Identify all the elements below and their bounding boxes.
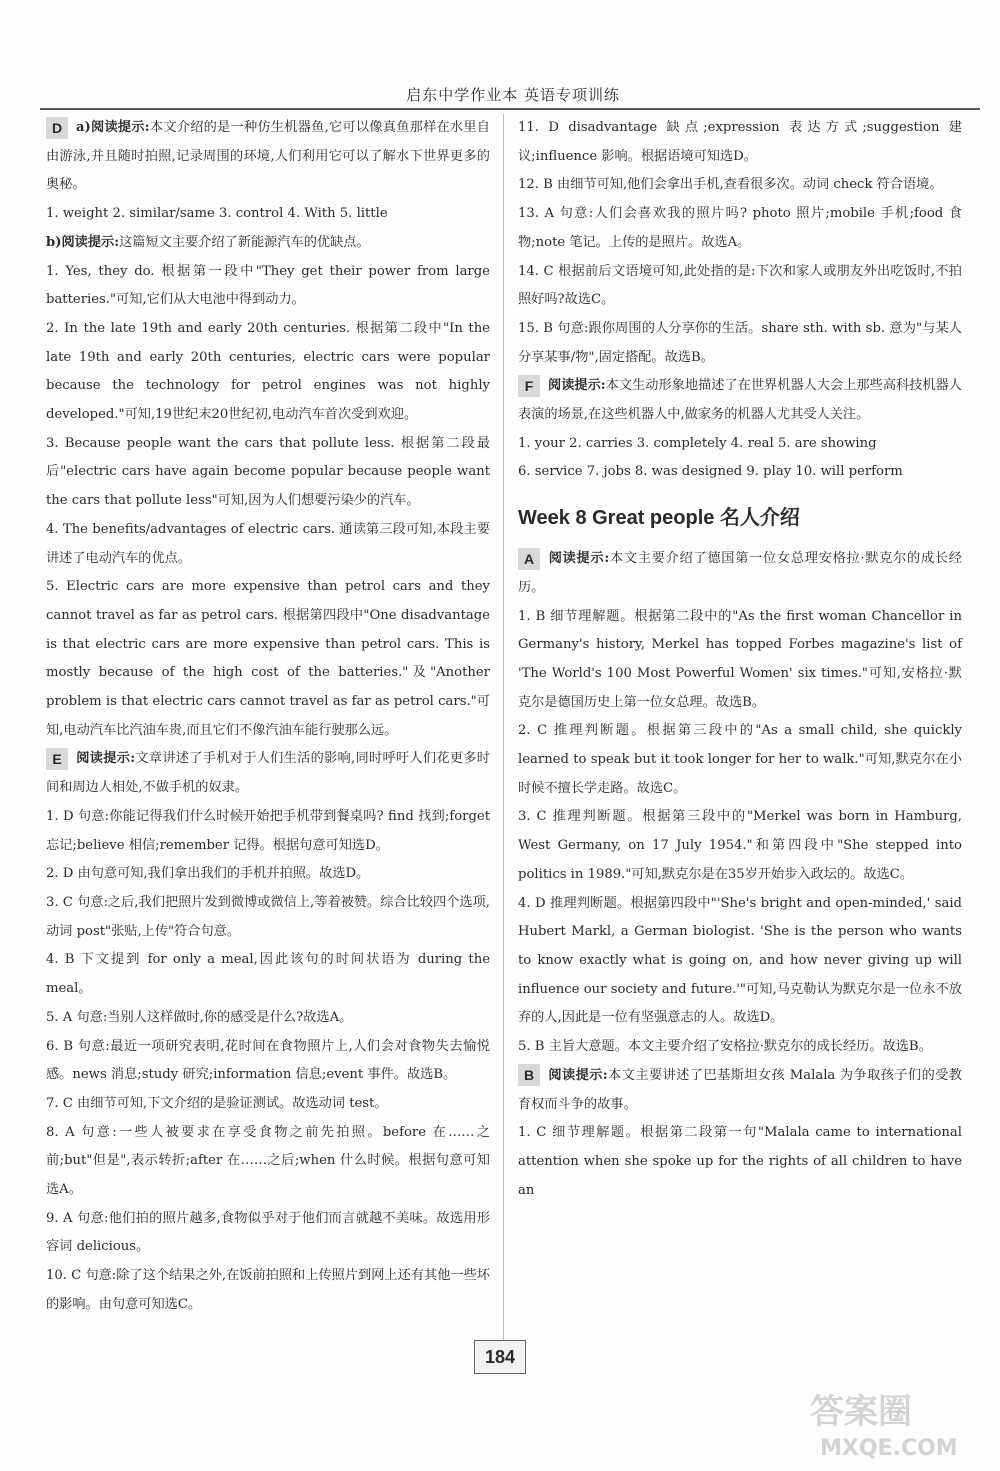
list-item: 5. Electric cars are more expensive than petrol cars and they cannot travel as far as petrol cars. 根据第四段中"One disadvantage is that electric cars are more expensive than petrol cars. This is mostly because of the high cost of the batteries."及"Another problem is that electric cars cannot travel as far as petrol cars."可知,电动汽车比汽油车贵,而且它们不像汽油车能行驶那么远。 (46, 579, 490, 738)
list-item: 4. The benefits/advantages of electric cars. 通读第三段可知,本段主要讲述了电动汽车的优点。 (46, 521, 490, 566)
list-item: 1. D 句意:你能记得我们什么时候开始把手机带到餐桌吗? find 找到;forget 忘记;believe 相信;remember 记得。根据句意可知选D。 (46, 808, 490, 853)
tip-text: 本文生动形象地描述了在世界机器人大会上那些高科技机器人表演的场景,在这些机器人中,做家务的机器人尤其受人关注。 (518, 378, 962, 423)
list-item: 11. D disadvantage 缺点;expression 表达方式;suggestion 建议;influence 影响。根据语境可知选D。 (518, 120, 962, 164)
tip-label: a)阅读提示: (76, 120, 150, 135)
watermark-text: 答案圈 (810, 1392, 912, 1432)
tip-label: b)阅读提示: (46, 234, 120, 250)
tip-text: 本文介绍的是一种仿生机器鱼,它可以像真鱼那样在水里自由游泳,并且随时拍照,记录周围的环境,人们利用它可以了解水下世界更多的奥秘。 (46, 120, 490, 193)
left-column (46, 114, 490, 1320)
answer-line: 1. your 2. carries 3. completely 4. real 5. are showing (518, 435, 877, 451)
page-header (40, 80, 980, 110)
list-item: 3. C 句意:之后,我们把照片发到微博或微信上,等着被赞。综合比较四个选项,动词 post"张贴,上传"符合句意。 (46, 894, 490, 939)
week-title: Week 8 Great people 名人介绍 (518, 507, 800, 530)
section-e-tip (46, 745, 490, 802)
section-d-tip-a (46, 114, 490, 200)
answer-line: 6. service 7. jobs 8. was designed 9. play 10. will perform (518, 464, 903, 480)
section-badge-e: E (46, 748, 68, 770)
list-item: 4. B 下文提到 for only a meal,因此该句的时间状语为 during the meal。 (46, 952, 490, 997)
header-title: 启东中学作业本 英语专项训练 (406, 86, 620, 104)
answer-line: 1. weight 2. similar/same 3. control 4. With 5. little (46, 206, 388, 222)
tip-text: 本文主要介绍了德国第一位女总理安格拉·默克尔的成长经历。 (518, 551, 962, 595)
section-a-tip (518, 545, 962, 602)
list-item: 13. A 句意:人们会喜欢我的照片吗? photo 照片;mobile 手机;food 食物;note 笔记。上传的是照片。故选A。 (518, 206, 962, 250)
list-item: 2. In the late 19th and early 20th centuries. 根据第二段中"In the late 19th and early 20th centuries, electric cars were popular because the technology for petrol engines was not highly developed."可知,19世纪末20世纪初,电动汽车首次受到欢迎。 (46, 320, 490, 423)
list-item: 12. B 由细节可知,他们会拿出手机,查看很多次。动词 check 符合语境。 (518, 177, 943, 193)
section-badge-d: D (46, 117, 68, 139)
tip-text: 这篇短文主要介绍了新能源汽车的优缺点。 (119, 234, 370, 250)
watermark-logo-icon (800, 1383, 980, 1463)
list-item: 5. B 主旨大意题。本文主要介绍了安格拉·默克尔的成长经历。故选B。 (518, 1039, 932, 1055)
section-d-tip-b (46, 229, 490, 258)
page-number: 184 (474, 1340, 526, 1374)
tip-text: 本文主要讲述了巴基斯坦女孩 Malala 为争取孩子们的受教育权而斗争的故事。 (518, 1067, 962, 1112)
list-item: 3. C 推理判断题。根据第三段中的"Merkel was born in Hamburg, West Germany, on 17 July 1954."和第四段中"She stepped into politics in 1989."可知,默克尔是在35岁开始步入政坛的。故选C。 (518, 809, 962, 882)
right-column (518, 114, 962, 1205)
tip-text: 文章讲述了手机对于人们生活的影响,同时呼吁人们花更多时间和周边人相处,不做手机的奴隶。 (46, 751, 490, 796)
list-item: 9. A 句意:他们拍的照片越多,食物似乎对于他们而言就越不美味。故选用形容词 delicious。 (46, 1210, 490, 1255)
list-item: 7. C 由细节可知,下文介绍的是验证测试。故选动词 test。 (46, 1095, 388, 1111)
column-divider (503, 114, 504, 1364)
list-item: 10. C 句意:除了这个结果之外,在饭前拍照和上传照片到网上还有其他一些坏的影响。由句意可知选C。 (46, 1268, 490, 1312)
list-item: 14. C 根据前后文语境可知,此处指的是:下次和家人或朋友外出吃饭时,不拍照好吗?故选C。 (518, 263, 962, 308)
watermark-site: MXQE.COM (820, 1436, 958, 1461)
section-badge-b: B (518, 1064, 540, 1086)
tip-label: 阅读提示: (76, 751, 136, 767)
section-badge-a: A (518, 548, 540, 570)
list-item: 2. C 推理判断题。根据第三段中的"As a small child, she quickly learned to speak but it took longer for her to walk."可知,默克尔在小时候不擅长学走路。故选C。 (518, 723, 962, 796)
list-item: 3. Because people want the cars that pollute less. 根据第二段最后"electric cars have again become popular because people want the cars that pollute less"可知,因为人们想要污染少的汽车。 (46, 435, 490, 509)
list-item: 1. B 细节理解题。根据第二段中的"As the first woman Chancellor in Germany's history, Merkel has topped Forbes magazine's list of 'The World's 100 Most Powerful Women' six times."可知,安格拉·默克尔是德国历史上第一位女总理。故选B。 (518, 608, 962, 710)
section-b-tip (518, 1062, 962, 1119)
tip-label: 阅读提示: (548, 551, 610, 567)
list-item: 8. A 句意:一些人被要求在享受食物之前先拍照。before 在……之前;but"但是",表示转折;after 在……之后;when 什么时候。根据句意可知选A。 (46, 1124, 490, 1198)
list-item: 2. D 由句意可知,我们拿出我们的手机并拍照。故选D。 (46, 866, 370, 882)
section-f-tip (518, 372, 962, 429)
list-item: 1. Yes, they do. 根据第一段中"They get their power from large batteries."可知,它们从大电池中得到动力。 (46, 263, 490, 308)
list-item: 4. D 推理判断题。根据第四段中"'She's bright and open-minded,' said Hubert Markl, a German biologist. 'She is the person who wants to know exactly what is going on, and how never giving up will influence our society and future.'"可知,马克勒认为默克尔是一位永不放弃的人,因此是一位有坚强意志的人。故选D。 (518, 895, 962, 1026)
list-item: 6. B 句意:最近一项研究表明,花时间在食物照片上,人们会对食物失去愉悦感。news 消息;study 研究;information 信息;event 事件。故选B。 (46, 1038, 490, 1083)
list-item: 5. A 句意:当别人这样做时,你的感受是什么?故选A。 (46, 1009, 353, 1025)
section-badge-f: F (518, 375, 540, 397)
list-item: 1. C 细节理解题。根据第二段第一句"Malala came to international attention when she spoke up for the rights of all children to have an (518, 1125, 962, 1198)
tip-label: 阅读提示: (548, 378, 606, 394)
list-item: 15. B 句意:跟你周围的人分享你的生活。share sth. with sb. 意为"与某人分享某事/物",固定搭配。故选B。 (518, 320, 962, 365)
tip-label: 阅读提示: (548, 1067, 608, 1083)
